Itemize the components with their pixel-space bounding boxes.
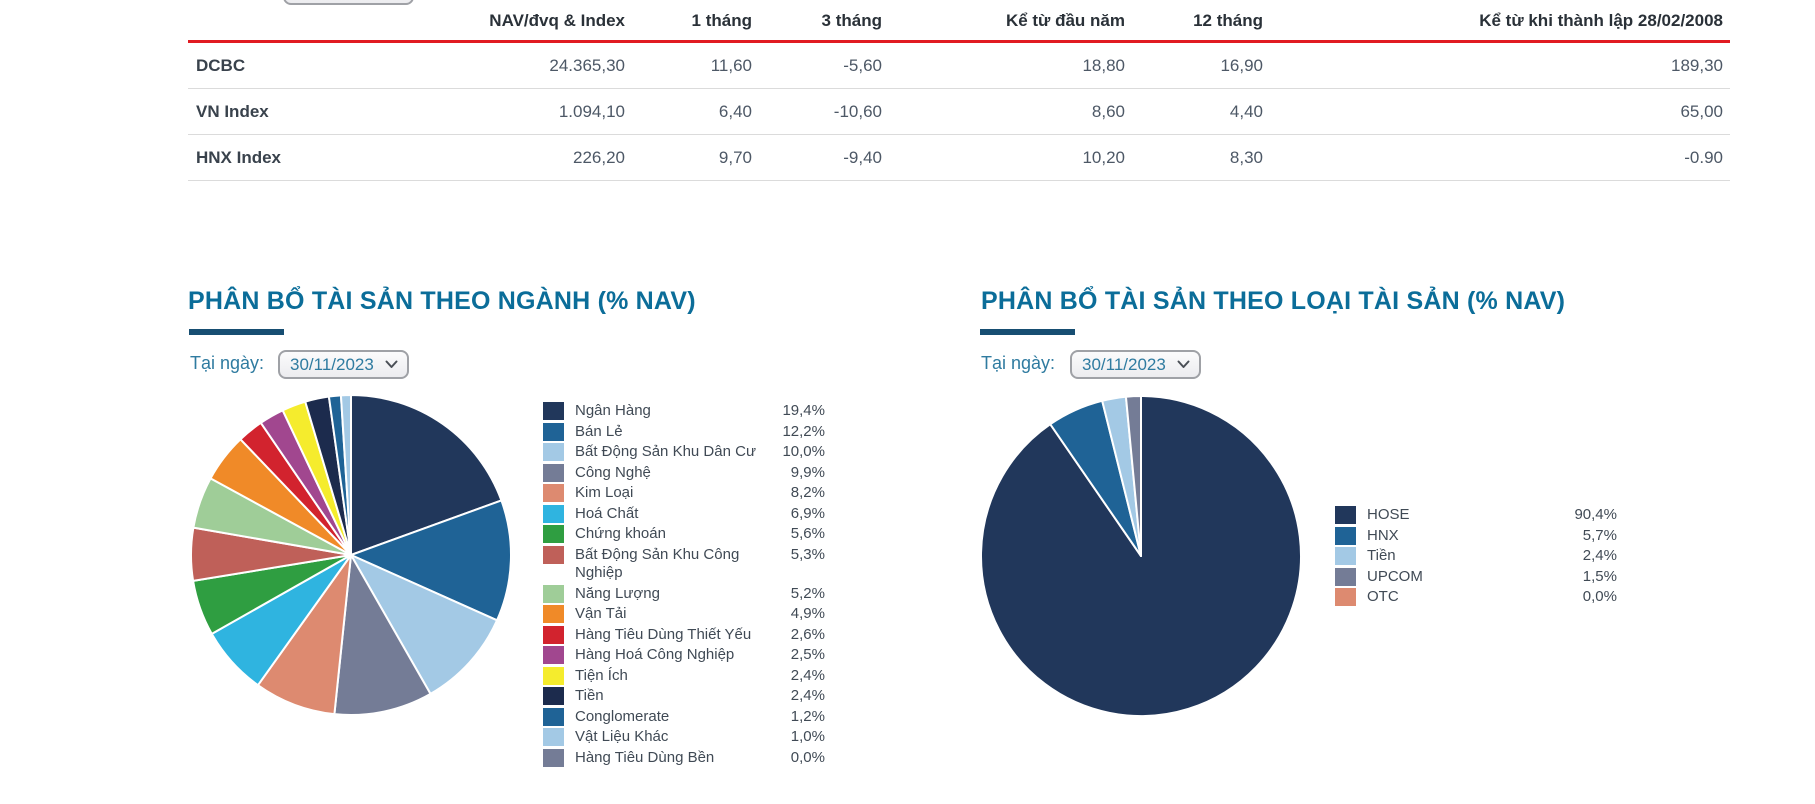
legend-label: Công Nghệ	[575, 463, 651, 481]
legend-swatch	[543, 667, 564, 685]
chevron-down-icon	[385, 360, 398, 369]
table-cell: 1.094,10	[558, 101, 625, 121]
legend-item[interactable]	[1335, 568, 1617, 587]
table-header-row	[188, 0, 1730, 43]
table-cell: 6,40	[718, 101, 752, 121]
legend-label: Hàng Hoá Công Nghiệp	[575, 646, 735, 663]
title-underline	[980, 329, 1075, 335]
table-cell: 18,80	[1082, 55, 1125, 75]
legend-item[interactable]	[1335, 547, 1617, 566]
sector-date-select[interactable]	[278, 350, 409, 379]
column-header: 3 tháng	[821, 11, 882, 30]
legend-item[interactable]	[543, 525, 825, 544]
legend-item[interactable]	[543, 484, 825, 503]
legend-label: Hàng Tiêu Dùng Bền	[575, 748, 715, 766]
legend-swatch	[543, 464, 564, 482]
legend-value: 0,0%	[1582, 588, 1617, 605]
asset-type-allocation-pie-chart	[979, 394, 1303, 718]
legend-value: 19,4%	[782, 402, 825, 419]
performance-table	[188, 0, 1730, 181]
legend-value: 2,4%	[1582, 547, 1617, 564]
column-header: Kể từ khi thành lập 28/02/2008	[1479, 11, 1723, 30]
asset-type-date-select[interactable]	[1070, 350, 1201, 379]
legend-swatch	[543, 646, 564, 664]
legend-label: Vật Liệu Khác	[575, 728, 669, 745]
table-cell: -0.90	[1684, 147, 1723, 167]
asset-type-allocation-title: PHÂN BỔ TÀI SẢN THEO LOẠI TÀI SẢN (% NAV)	[981, 287, 1566, 315]
legend-item[interactable]	[543, 605, 825, 624]
legend-item[interactable]	[543, 443, 825, 462]
legend-item[interactable]	[1335, 588, 1617, 607]
sector-allocation-legend	[543, 402, 825, 769]
legend-item[interactable]	[543, 728, 825, 747]
legend-swatch	[543, 749, 564, 767]
legend-swatch	[543, 484, 564, 502]
legend-value: 4,9%	[790, 605, 825, 622]
legend-label: HNX	[1367, 526, 1399, 544]
legend-swatch	[1335, 506, 1356, 524]
legend-value: 6,9%	[790, 504, 825, 522]
row-label: DCBC	[196, 55, 246, 75]
table-row	[188, 89, 1730, 135]
legend-value: 12,2%	[782, 422, 825, 440]
asset-type-date-select-value: 30/11/2023	[1082, 354, 1166, 374]
legend-value: 2,4%	[790, 687, 825, 704]
asset-type-allocation-legend	[1335, 506, 1617, 609]
legend-label: Hoá Chất	[575, 504, 639, 522]
table-cell: -10,60	[833, 101, 882, 121]
legend-item[interactable]	[543, 687, 825, 706]
table-cell: 4,40	[1229, 101, 1263, 121]
table-cell: -5,60	[843, 55, 882, 75]
table-cell: 8,30	[1229, 147, 1263, 167]
legend-item[interactable]	[1335, 506, 1617, 525]
column-header: NAV/đvq & Index	[489, 11, 625, 30]
legend-item[interactable]	[543, 505, 825, 524]
legend-value: 2,6%	[790, 625, 825, 643]
sector-date-select-value: 30/11/2023	[290, 354, 374, 374]
legend-label: Vận Tải	[575, 605, 627, 622]
legend-swatch	[1335, 568, 1356, 586]
legend-label: Năng Lượng	[575, 584, 660, 602]
legend-swatch	[543, 402, 564, 420]
chevron-down-icon	[1177, 360, 1190, 369]
table-row	[188, 135, 1730, 181]
column-header: Kể từ đầu năm	[1005, 11, 1125, 30]
legend-value: 5,7%	[1582, 526, 1617, 544]
legend-item[interactable]	[543, 626, 825, 645]
legend-swatch	[543, 546, 564, 564]
table-cell: 65,00	[1680, 101, 1723, 121]
legend-label: Tiền	[575, 687, 604, 704]
row-label: HNX Index	[196, 147, 282, 167]
legend-label: UPCOM	[1367, 567, 1423, 585]
legend-swatch	[543, 687, 564, 705]
table-cell: 16,90	[1220, 55, 1263, 75]
legend-item[interactable]	[543, 402, 825, 421]
legend-item[interactable]	[543, 546, 825, 583]
table-cell: 24.365,30	[549, 55, 625, 75]
table-cell: 9,70	[718, 147, 752, 167]
legend-value: 5,6%	[790, 525, 825, 542]
row-label: VN Index	[196, 101, 269, 121]
legend-item[interactable]	[543, 646, 825, 665]
column-header: 12 tháng	[1193, 11, 1263, 30]
legend-label: Chứng khoán	[575, 525, 666, 542]
legend-value: 5,3%	[790, 545, 825, 563]
legend-item[interactable]	[543, 585, 825, 604]
legend-swatch	[543, 708, 564, 726]
legend-value: 2,4%	[790, 666, 825, 684]
legend-value: 9,9%	[790, 463, 825, 481]
as-of-date-label: Tại ngày:	[981, 353, 1056, 373]
legend-item[interactable]	[543, 423, 825, 442]
legend-swatch	[1335, 547, 1356, 565]
legend-label: Hàng Tiêu Dùng Thiết Yếu	[575, 625, 752, 643]
legend-swatch	[543, 443, 564, 461]
legend-label: Conglomerate	[575, 707, 670, 725]
legend-label: OTC	[1367, 588, 1399, 605]
legend-value: 10,0%	[782, 443, 825, 460]
legend-swatch	[543, 525, 564, 543]
legend-label: Kim Loại	[575, 484, 634, 501]
column-header: 1 tháng	[691, 11, 752, 30]
legend-swatch	[543, 585, 564, 603]
table-cell: 11,60	[710, 55, 752, 75]
legend-item[interactable]	[543, 667, 825, 686]
legend-item[interactable]	[543, 749, 825, 768]
legend-value: 8,2%	[790, 484, 825, 501]
legend-swatch	[1335, 588, 1356, 606]
legend-value: 1,2%	[790, 707, 825, 725]
legend-item[interactable]	[543, 464, 825, 483]
legend-label: Tiện Ích	[575, 666, 628, 684]
table-cell: 226,20	[573, 147, 625, 167]
table-cell: 189,30	[1671, 55, 1723, 75]
legend-label: Tiền	[1367, 547, 1396, 564]
legend-label: HOSE	[1367, 506, 1410, 523]
legend-label: Bất Động Sản Khu Dân Cư	[575, 443, 756, 460]
as-of-date-label: Tại ngày:	[190, 353, 265, 373]
legend-item[interactable]	[543, 708, 825, 727]
legend-swatch	[1335, 527, 1356, 545]
legend-value: 0,0%	[790, 748, 825, 766]
legend-value: 2,5%	[790, 646, 825, 663]
legend-item[interactable]	[1335, 527, 1617, 546]
legend-label: Ngân Hàng	[575, 402, 651, 419]
legend-swatch	[543, 505, 564, 523]
sector-allocation-pie-chart	[189, 393, 513, 717]
legend-swatch	[543, 728, 564, 746]
legend-label: Bán Lẻ	[575, 422, 623, 440]
table-cell: 8,60	[1091, 101, 1125, 121]
legend-value: 90,4%	[1574, 506, 1617, 523]
legend-value: 5,2%	[790, 584, 825, 602]
legend-label: Bất Động Sản Khu Công Nghiệp	[575, 545, 740, 581]
legend-value: 1,0%	[790, 728, 825, 745]
table-cell: 10,20	[1082, 147, 1125, 167]
title-underline	[189, 329, 284, 335]
legend-value: 1,5%	[1582, 567, 1617, 585]
legend-swatch	[543, 605, 564, 623]
table-row	[188, 43, 1730, 89]
legend-swatch	[543, 423, 564, 441]
sector-allocation-title: PHÂN BỔ TÀI SẢN THEO NGÀNH (% NAV)	[188, 287, 696, 315]
legend-swatch	[543, 626, 564, 644]
table-cell: -9,40	[843, 147, 882, 167]
